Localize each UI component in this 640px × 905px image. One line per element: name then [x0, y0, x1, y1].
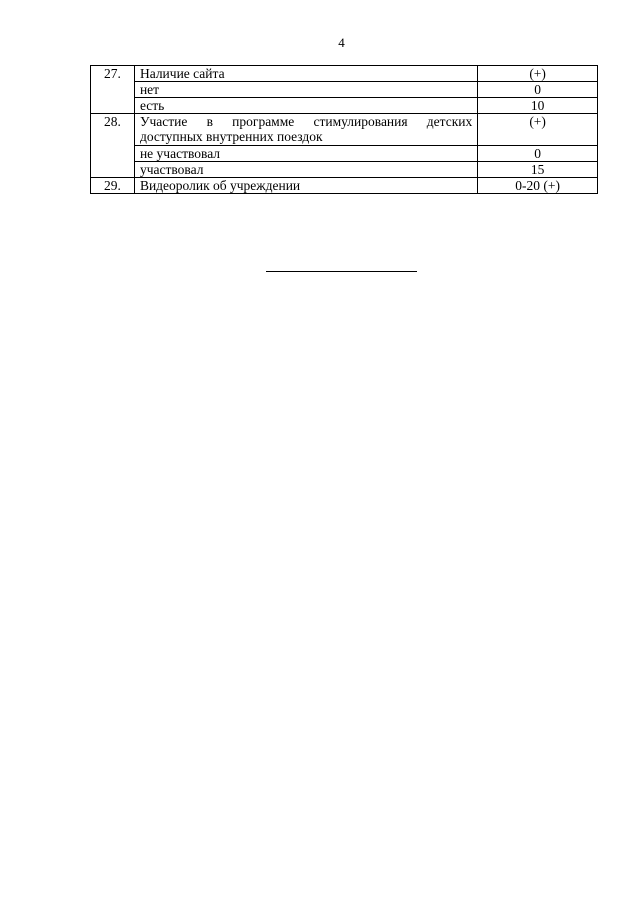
criteria-table [90, 65, 598, 194]
criterion-text-cell: Наличие сайта [134, 66, 477, 82]
table-row [91, 162, 598, 178]
score-cell: 0 [478, 146, 598, 162]
table-row [91, 98, 598, 114]
table-row [91, 178, 598, 194]
criterion-text-cell: участвовал [134, 162, 477, 178]
score-cell: (+) [478, 66, 598, 82]
row-number-cell: 27. [91, 66, 135, 114]
row-number-cell: 29. [91, 178, 135, 194]
criterion-text-cell: есть [134, 98, 477, 114]
table-row [91, 114, 598, 146]
table-row [91, 66, 598, 82]
criterion-text-cell: Видеоролик об учреждении [134, 178, 477, 194]
criterion-text-cell: нет [134, 82, 477, 98]
score-cell: (+) [478, 114, 598, 146]
criterion-text-cell: Участие в программе стимулирования детских доступных внутренних поездок [134, 114, 477, 146]
criterion-text-cell: не участвовал [134, 146, 477, 162]
table-row [91, 146, 598, 162]
score-cell: 0 [478, 82, 598, 98]
score-cell: 10 [478, 98, 598, 114]
end-separator-line [266, 271, 417, 272]
table-row [91, 82, 598, 98]
row-number-cell: 28. [91, 114, 135, 178]
page-number: 4 [338, 35, 345, 50]
score-cell: 15 [478, 162, 598, 178]
score-cell: 0-20 (+) [478, 178, 598, 194]
